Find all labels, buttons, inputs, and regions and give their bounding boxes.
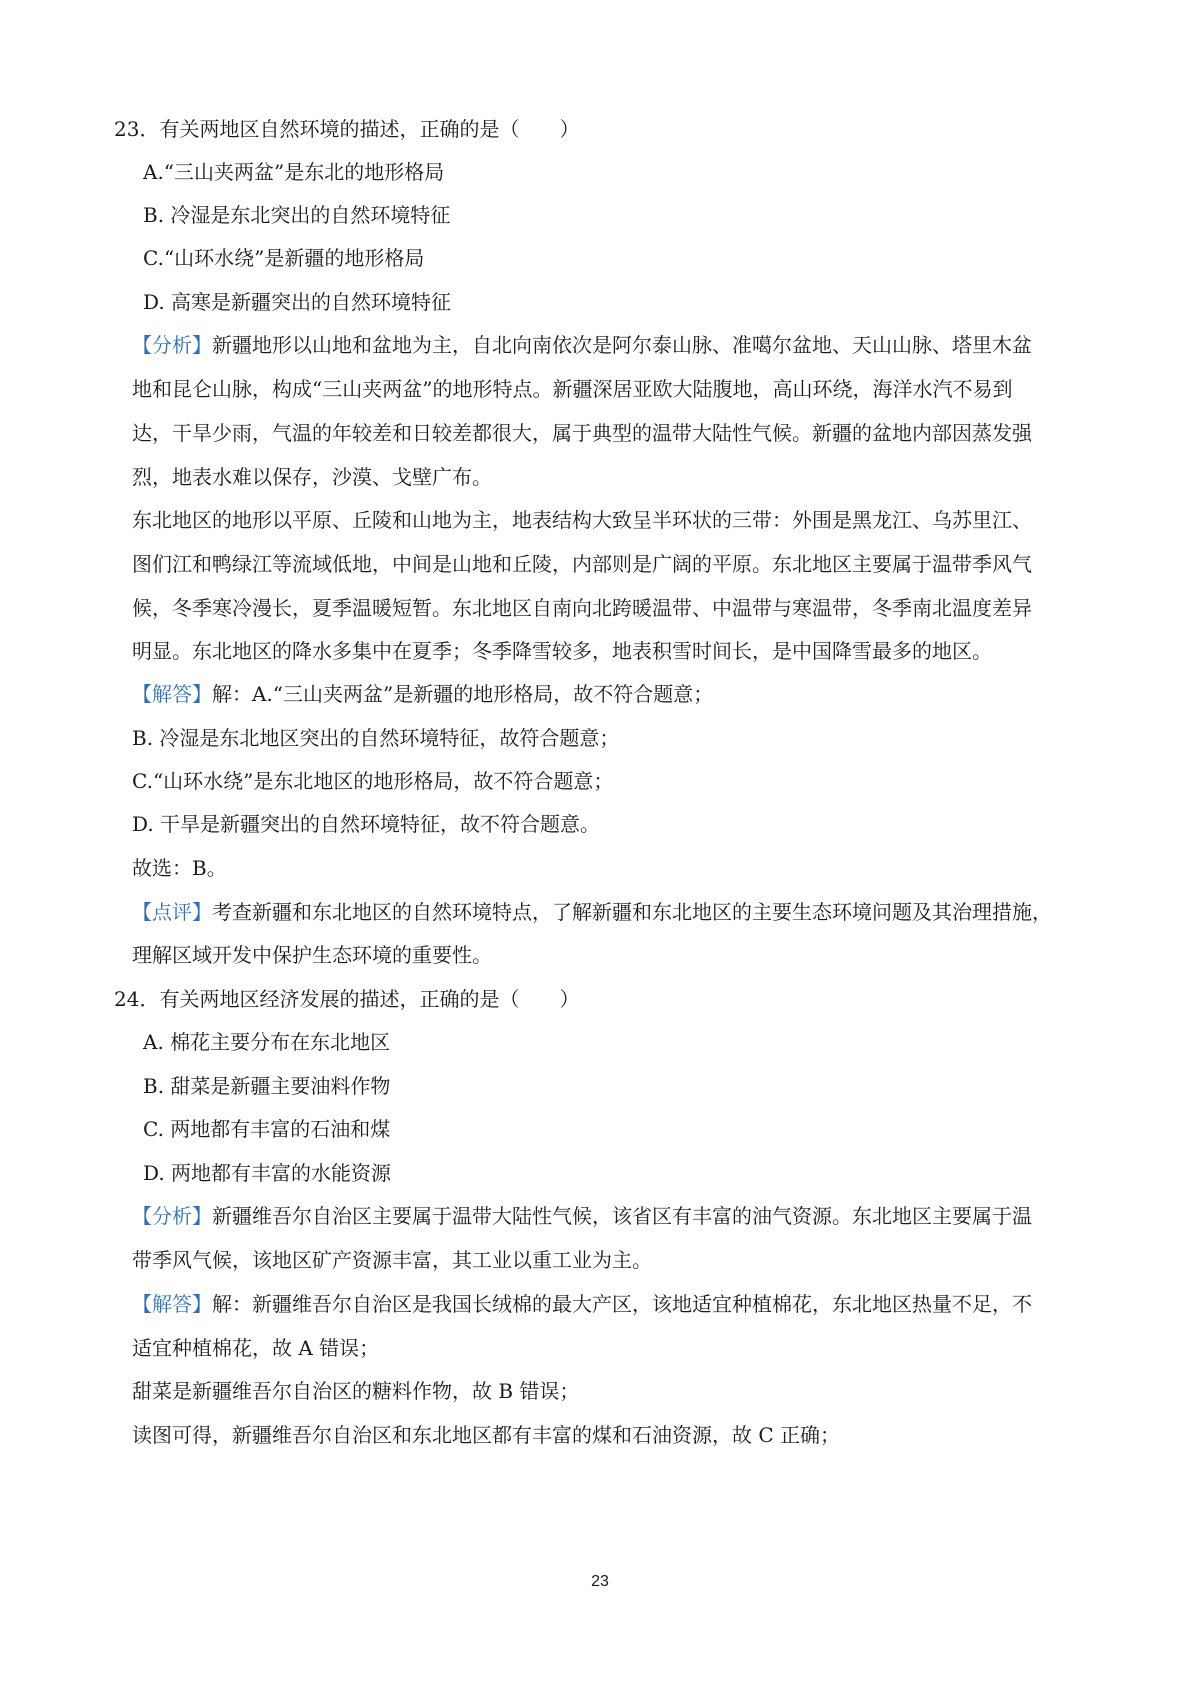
question-23-option-b: B. 冷湿是东北突出的自然环境特征: [143, 203, 451, 227]
question-23-analysis-line: 【分析】新疆地形以山地和盆地为主，自北向南依次是阿尔泰山脉、准噶尔盆地、天山山脉、塔里木盆: [132, 333, 1032, 357]
question-23-analysis-line: 东北地区的地形以平原、丘陵和山地为主，地表结构大致呈半环状的三带：外围是黑龙江、乌苏里江、: [132, 508, 1032, 532]
analysis-tag: 【分析】: [132, 1204, 212, 1228]
question-24-analysis-line: 【分析】新疆维吾尔自治区主要属于温带大陆性气候，该省区有丰富的油气资源。东北地区主要属于温: [132, 1204, 1032, 1228]
question-24-answer-line: 适宜种植棉花，故 A 错误；: [132, 1336, 380, 1360]
question-23-comment-line: 理解区域开发中保护生态环境的重要性。: [132, 943, 492, 967]
comment-tag: 【点评】: [132, 900, 212, 924]
question-23-answer-line: 【解答】解：A.“三山夹两盆”是新疆的地形格局，故不符合题意；: [132, 682, 714, 706]
question-24-option-c: C. 两地都有丰富的石油和煤: [143, 1117, 391, 1141]
question-23-analysis-line: 烈，地表水难以保存，沙漠、戈壁广布。: [132, 465, 492, 489]
question-23-analysis-line: 明显。东北地区的降水多集中在夏季；冬季降雪较多，地表积雪时间长，是中国降雪最多的地区。: [132, 639, 992, 663]
question-24-option-b: B. 甜菜是新疆主要油料作物: [143, 1074, 391, 1098]
question-23-answer-line: B. 冷湿是东北地区突出的自然环境特征，故符合题意；: [132, 726, 620, 750]
question-23-answer-line: C.“山环水绕”是东北地区的地形格局，故不符合题意；: [132, 769, 614, 793]
page-number: 23: [591, 1573, 609, 1590]
question-23-comment-line: 【点评】考查新疆和东北地区的自然环境特点，了解新疆和东北地区的主要生态环境问题及其治理措施，: [132, 900, 1052, 924]
question-24-answer-line: 【解答】解：新疆维吾尔自治区是我国长绒棉的最大产区，该地适宜种植棉花，东北地区热量不足，不: [132, 1292, 1032, 1316]
question-23-answer-line: D. 干旱是新疆突出的自然环境特征，故不符合题意。: [132, 812, 601, 836]
question-23-analysis-line: 图们江和鸭绿江等流域低地，中间是山地和丘陵，内部则是广阔的平原。东北地区主要属于温带季风气: [132, 552, 1032, 576]
question-24-stem: 24．有关两地区经济发展的描述，正确的是（ ）: [114, 987, 580, 1011]
question-24-analysis-line: 带季风气候，该地区矿产资源丰富，其工业以重工业为主。: [132, 1248, 652, 1272]
question-24-answer-line: 甜菜是新疆维吾尔自治区的糖料作物，故 B 错误；: [132, 1379, 580, 1403]
question-23-option-d: D. 高寒是新疆突出的自然环境特征: [143, 290, 452, 314]
question-24-answer-line: 读图可得，新疆维吾尔自治区和东北地区都有丰富的煤和石油资源，故 C 正确；: [132, 1423, 841, 1447]
answer-tag: 【解答】: [132, 682, 212, 706]
question-23-analysis-line: 地和昆仑山脉，构成“三山夹两盆”的地形特点。新疆深居亚欧大陆腹地，高山环绕，海洋水汽不易到: [132, 377, 1013, 401]
question-23-stem: 23．有关两地区自然环境的描述，正确的是（ ）: [114, 117, 580, 141]
question-23-analysis-line: 达，干旱少雨，气温的年较差和日较差都很大，属于典型的温带大陆性气候。新疆的盆地内部因蒸发强: [132, 421, 1032, 445]
answer-tag: 【解答】: [132, 1292, 212, 1316]
question-23-option-a: A.“三山夹两盆”是东北的地形格局: [143, 160, 445, 184]
analysis-tag: 【分析】: [132, 333, 212, 357]
question-24-option-d: D. 两地都有丰富的水能资源: [143, 1161, 392, 1185]
question-24-option-a: A. 棉花主要分布在东北地区: [143, 1030, 391, 1054]
question-23-analysis-line: 候，冬季寒冷漫长，夏季温暖短暂。东北地区自南向北跨暖温带、中温带与寒温带，冬季南北温度差异: [132, 596, 1032, 620]
question-23-option-c: C.“山环水绕”是新疆的地形格局: [143, 246, 425, 270]
question-23-answer-line: 故选：B。: [132, 856, 227, 880]
